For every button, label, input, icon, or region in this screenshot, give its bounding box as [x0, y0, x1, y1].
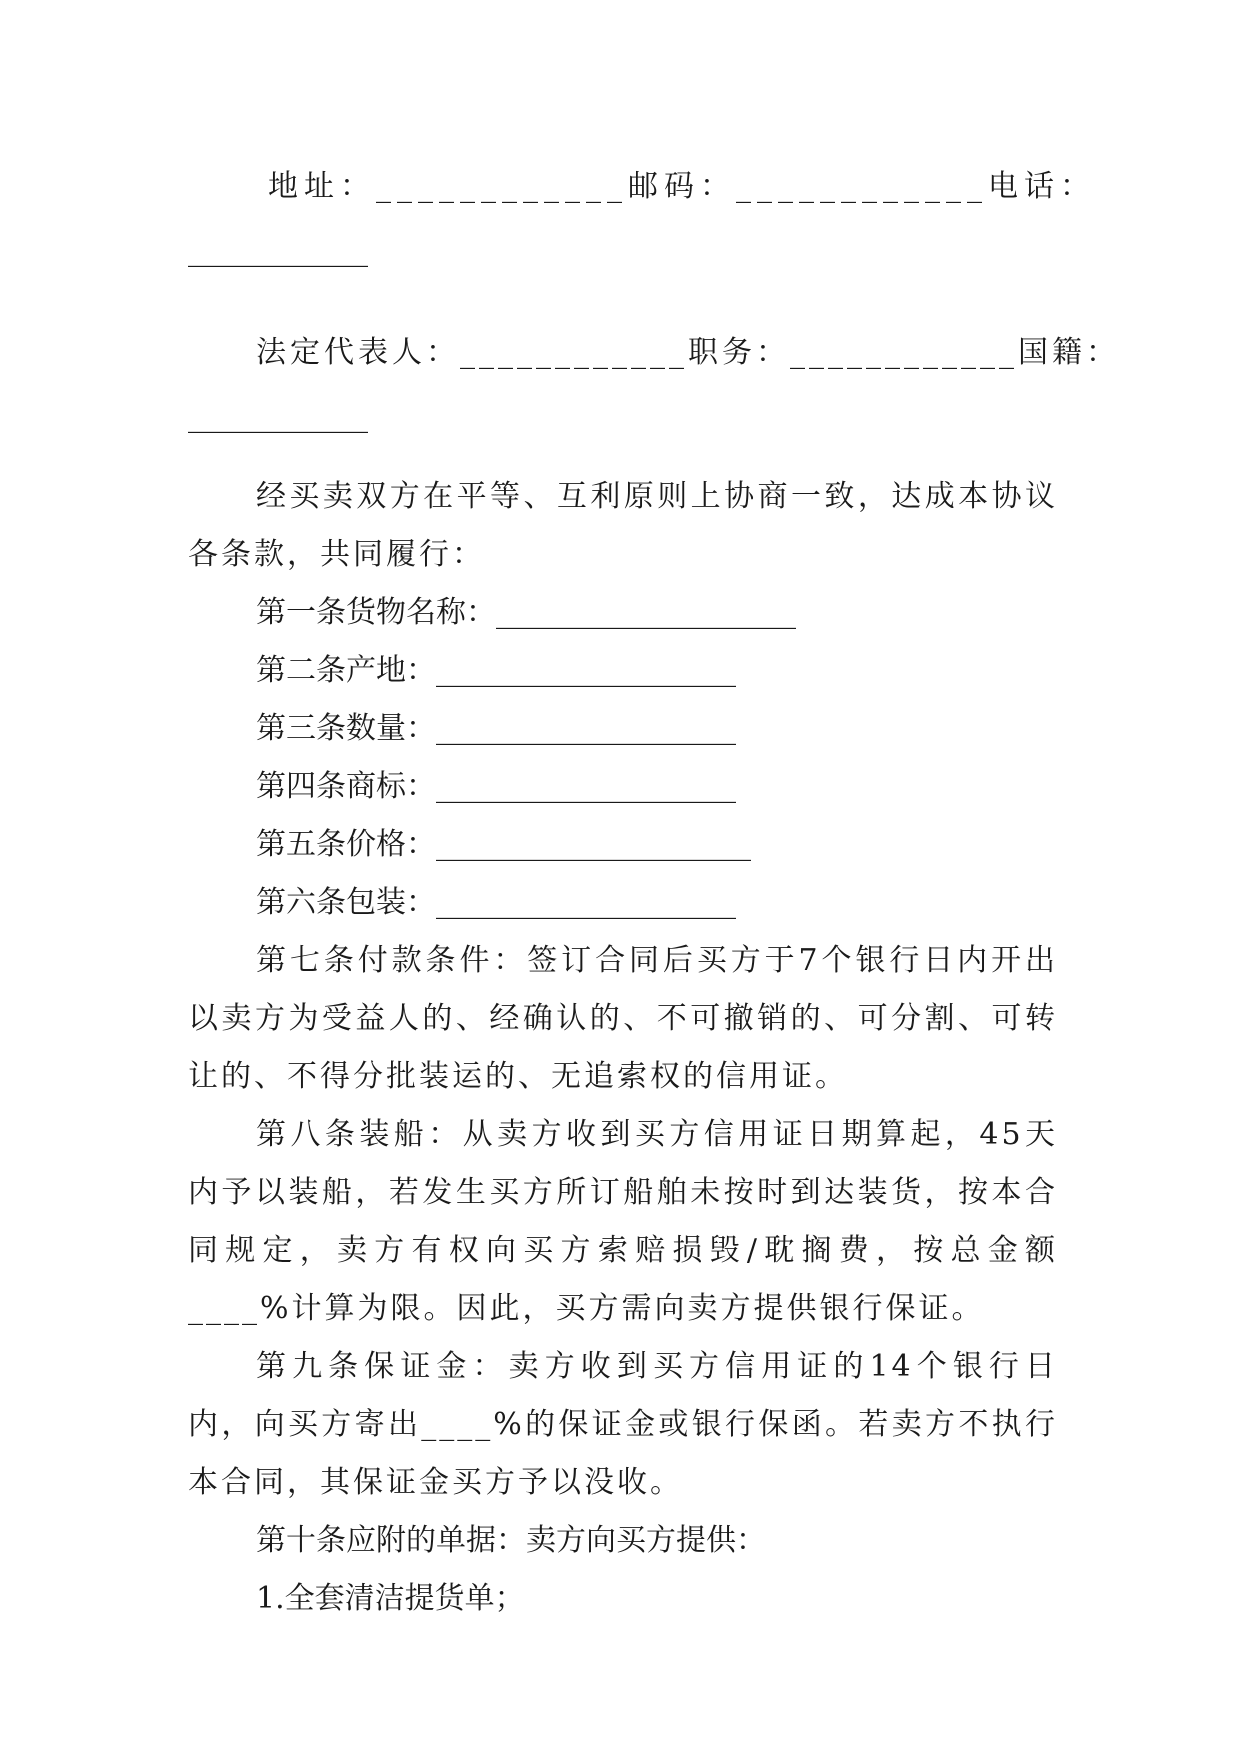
article-1: 第一条货物名称：____________________ [256, 595, 796, 630]
article-9: 第九条保证金：卖方收到买方信用证的14个银行日内，向买方寄出____%的保证金或银行保函。若卖方不执行本合同，其保证金买方予以没收。 [188, 1349, 1058, 1500]
document-body [188, 158, 1120, 1628]
article-5: 第五条价格：_____________________ [256, 827, 751, 862]
position-blank: ____________ [790, 335, 1018, 370]
postcode-label: 邮码： [628, 169, 736, 204]
address-blank: ____________ [376, 169, 628, 204]
article-2: 第二条产地：____________________ [256, 653, 736, 688]
representative-label: 法定代表人： [256, 335, 460, 370]
document-item-1: 1.全套清洁提货单； [256, 1581, 525, 1616]
representative-blank: ____________ [460, 335, 688, 370]
article-10: 第十条应附的单据：卖方向买方提供： [256, 1523, 766, 1558]
nationality-label: 国籍： [1018, 335, 1120, 370]
article-8: 第八条装船：从卖方收到买方信用证日期算起，45天内予以装船，若发生买方所订船舶未按时到达装货，按本合同规定，卖方有权向买方索赔损毁/耽搁费，按总金额____%计算为限。因此，买方需向卖方提供银行保证。 [188, 1117, 1058, 1326]
position-label: 职务： [688, 335, 790, 370]
article-4: 第四条商标：____________________ [256, 769, 736, 804]
nationality-blank: ____________ [188, 399, 368, 434]
phone-blank: ____________ [188, 233, 368, 268]
phone-label: 电话： [988, 169, 1096, 204]
address-row [188, 158, 1096, 216]
intro-paragraph: 经买卖双方在平等、互利原则上协商一致，达成本协议各条款，共同履行： [188, 479, 1058, 572]
article-6: 第六条包装：____________________ [256, 885, 736, 920]
address-label: 地址： [268, 169, 376, 204]
postcode-blank: ____________ [736, 169, 988, 204]
representative-row [188, 324, 1120, 382]
article-7: 第七条付款条件：签订合同后买方于7个银行日内开出以卖方为受益人的、经确认的、不可撤销的、可分割、可转让的、不得分批装运的、无追索权的信用证。 [188, 943, 1058, 1094]
article-3: 第三条数量：____________________ [256, 711, 736, 746]
